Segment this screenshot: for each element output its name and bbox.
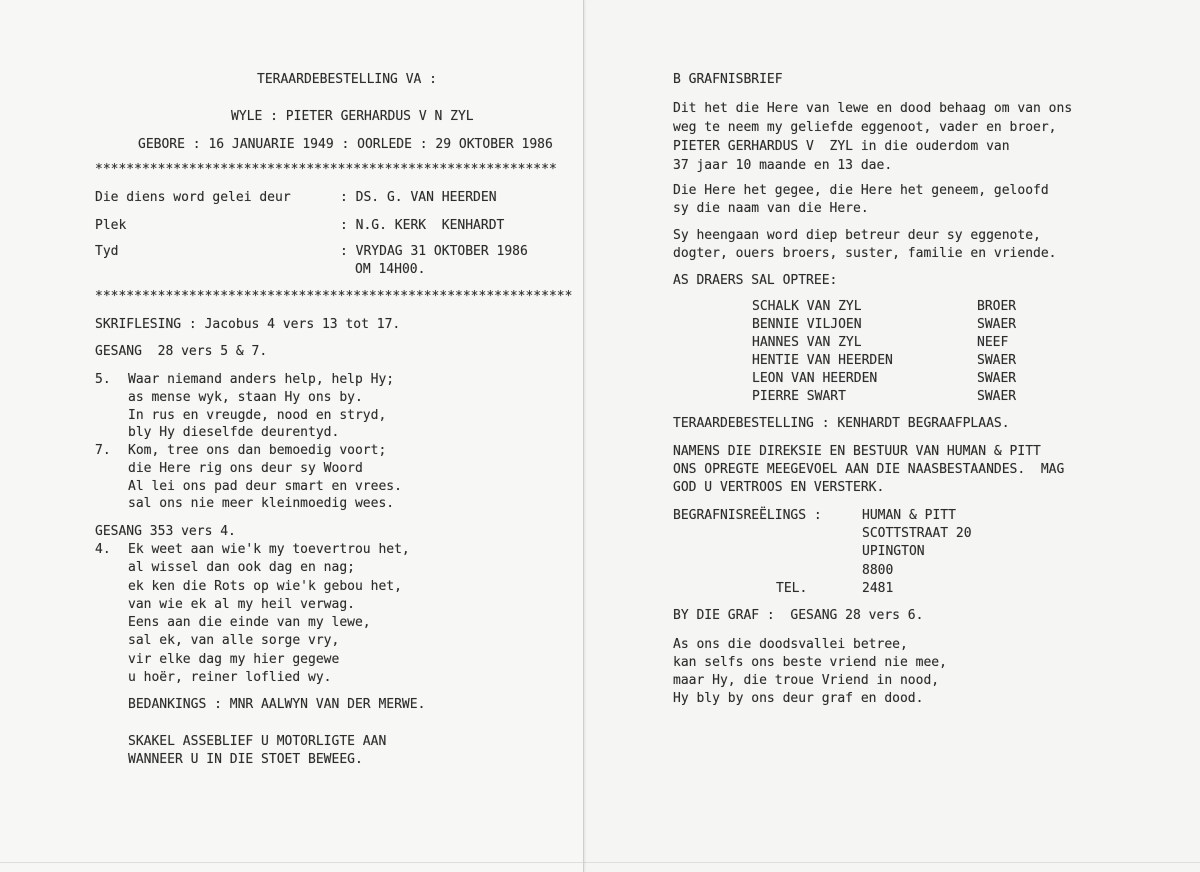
pallbearer-name: HENTIE VAN HEERDEN — [752, 353, 893, 368]
officiant-label: Die diens word gelei deur — [95, 190, 291, 205]
pallbearer-name: HANNES VAN ZYL — [752, 335, 862, 350]
verse-line: In rus en vreugde, nood en stryd, — [128, 407, 387, 423]
address-line: HUMAN & PITT — [862, 508, 956, 523]
hymn-1-verse-7 — [128, 442, 402, 513]
verse-line: bly Hy dieselfde deurentyd. — [128, 425, 340, 441]
verse-line: sal ek, van alle sorge vry, — [128, 633, 340, 649]
condolence-line: ONS OPREGTE MEEGEVOEL AAN DIE NAASBESTAANDES. MAG — [673, 462, 1065, 477]
hymn-1-heading: GESANG 28 vers 5 & 7. — [95, 344, 268, 359]
telephone-label: TEL. — [776, 581, 808, 596]
pallbearer-relation: BROER — [977, 299, 1017, 314]
verse-number: 4. — [95, 542, 111, 557]
address-line: UPINGTON — [862, 544, 925, 560]
death-announcement — [673, 99, 1072, 175]
pallbearer-name: LEON VAN HEERDEN — [752, 371, 878, 386]
condolence-line: GOD U VERTROOS EN VERSTERK. — [673, 480, 885, 495]
verse-line: die Here rig ons deur sy Woord — [128, 460, 363, 476]
place-value: : N.G. KERK KENHARDT — [340, 218, 505, 233]
verse-line: Kom, tree ons dan bemoedig voort; — [128, 443, 387, 458]
telephone-number: 2481 — [862, 581, 894, 596]
verse-line: al wissel dan ook dag en nag; — [128, 560, 355, 576]
pallbearer-relation: SWAER — [977, 389, 1017, 404]
left-page — [0, 0, 584, 872]
time-value: : VRYDAG 31 OKTOBER 1986 — [340, 244, 528, 259]
place-label: Plek — [95, 218, 127, 233]
verse-number: 5. — [95, 372, 111, 387]
pallbearer-relation: SWAER — [977, 353, 1017, 368]
hymn-1-verse-5 — [128, 371, 394, 442]
funeral-letter-heading: B GRAFNISBRIEF — [673, 72, 783, 87]
pallbearer-name: BENNIE VILJOEN — [752, 317, 862, 332]
verse-line: Ek weet aan wie'k my toevertrou het, — [128, 542, 410, 557]
condolence-line: NAMENS DIE DIREKSIE EN BESTUUR VAN HUMAN & PITT — [673, 444, 1041, 459]
verse-line: as mense wyk, staan Hy ons by. — [128, 389, 363, 405]
scripture-reading: SKRIFLESING : Jacobus 4 vers 13 tot 17. — [95, 317, 401, 332]
announcement-line: 37 jaar 10 maande en 13 dae. — [673, 158, 893, 173]
address-line: 8800 — [862, 562, 894, 578]
mourners-text — [673, 227, 1057, 263]
acknowledgements: BEDANKINGS : MNR AALWYN VAN DER MERWE. — [128, 697, 426, 712]
verse-line: ek ken die Rots op wie'k gebou het, — [128, 578, 402, 594]
mourners-line: dogter, ouers broers, suster, familie en vriende. — [673, 246, 1057, 261]
verse-line: Hy bly by ons deur graf en dood. — [673, 691, 924, 706]
burial-place: TERAARDEBESTELLING : KENHARDT BEGRAAFPLAAS. — [673, 416, 1010, 431]
pallbearer-name: SCHALK VAN ZYL — [752, 299, 862, 314]
graveside-hymn-heading: BY DIE GRAF : GESANG 28 vers 6. — [673, 608, 924, 623]
time-value-hour: OM 14H00. — [355, 262, 426, 277]
graveside-verse — [673, 636, 947, 708]
undertaker-address — [862, 507, 972, 580]
announcement-line: PIETER GERHARDUS V ZYL in die ouderdom van — [673, 139, 1010, 154]
pallbearer-relation: SWAER — [977, 317, 1017, 332]
life-dates: GEBORE : 16 JANUARIE 1949 : OORLEDE : 29 OKTOBER 1986 — [138, 137, 553, 152]
verse-line: kan selfs ons beste vriend nie mee, — [673, 655, 947, 670]
verse-line: maar Hy, die troue Vriend in nood, — [673, 673, 940, 688]
verse-line: sal ons nie meer kleinmoedig wees. — [128, 496, 395, 512]
headlights-notice — [128, 733, 386, 769]
sheet-bottom-edge — [0, 862, 583, 863]
verse-line: u hoër, reiner loflied wy. — [128, 670, 332, 686]
verse-line: van wie ek al my heil verwag. — [128, 596, 355, 612]
announcement-line: weg te neem my geliefde eggenoot, vader en broer, — [673, 120, 1057, 135]
condolence-message — [673, 443, 1064, 497]
mourners-line: Sy heengaan word diep betreur deur sy eggenote, — [673, 228, 1041, 243]
sheet-bottom-edge — [584, 862, 1200, 863]
hymn-2-verse-4 — [128, 541, 410, 687]
verse-line: As ons die doodsvallei betree, — [673, 637, 908, 652]
pallbearer-relations — [977, 298, 1016, 406]
address-line: SCOTTSTRAAT 20 — [862, 526, 972, 542]
pallbearers-heading: AS DRAERS SAL OPTREE: — [673, 273, 838, 288]
hymn-2-heading: GESANG 353 vers 4. — [95, 524, 236, 539]
program-title: TERAARDEBESTELLING VA : — [257, 72, 438, 87]
quote-line: Die Here het gegee, die Here het geneem, geloofd — [673, 183, 1049, 198]
pallbearer-relation: NEEF — [977, 335, 1009, 350]
pallbearer-names — [752, 298, 893, 406]
officiant-value: : DS. G. VAN HEERDEN — [340, 190, 497, 205]
notice-line: SKAKEL ASSEBLIEF U MOTORLIGTE AAN — [128, 734, 387, 749]
announcement-line: Dit het die Here van lewe en dood behaag om van ons — [673, 101, 1073, 116]
verse-line: Eens aan die einde van my lewe, — [128, 615, 371, 631]
notice-line: WANNEER U IN DIE STOET BEWEEG. — [128, 752, 363, 767]
separator-top: *********************************************************** — [95, 162, 557, 177]
quote-line: sy die naam van die Here. — [673, 201, 869, 216]
scripture-quote — [673, 182, 1049, 218]
deceased-name: WYLE : PIETER GERHARDUS V N ZYL — [231, 109, 474, 124]
verse-number: 7. — [95, 443, 111, 458]
verse-line: Al lei ons pad deur smart en vrees. — [128, 478, 402, 494]
verse-line: Waar niemand anders help, help Hy; — [128, 372, 395, 387]
verse-line: vir elke dag my hier gegewe — [128, 651, 340, 667]
pallbearer-name: PIERRE SWART — [752, 389, 846, 404]
time-label: Tyd — [95, 244, 119, 259]
pallbearer-relation: SWAER — [977, 371, 1017, 386]
separator-bottom: ************************************************************* — [95, 289, 573, 304]
right-page — [584, 0, 1200, 872]
arrangements-label: BEGRAFNISREËLINGS : — [673, 508, 822, 523]
